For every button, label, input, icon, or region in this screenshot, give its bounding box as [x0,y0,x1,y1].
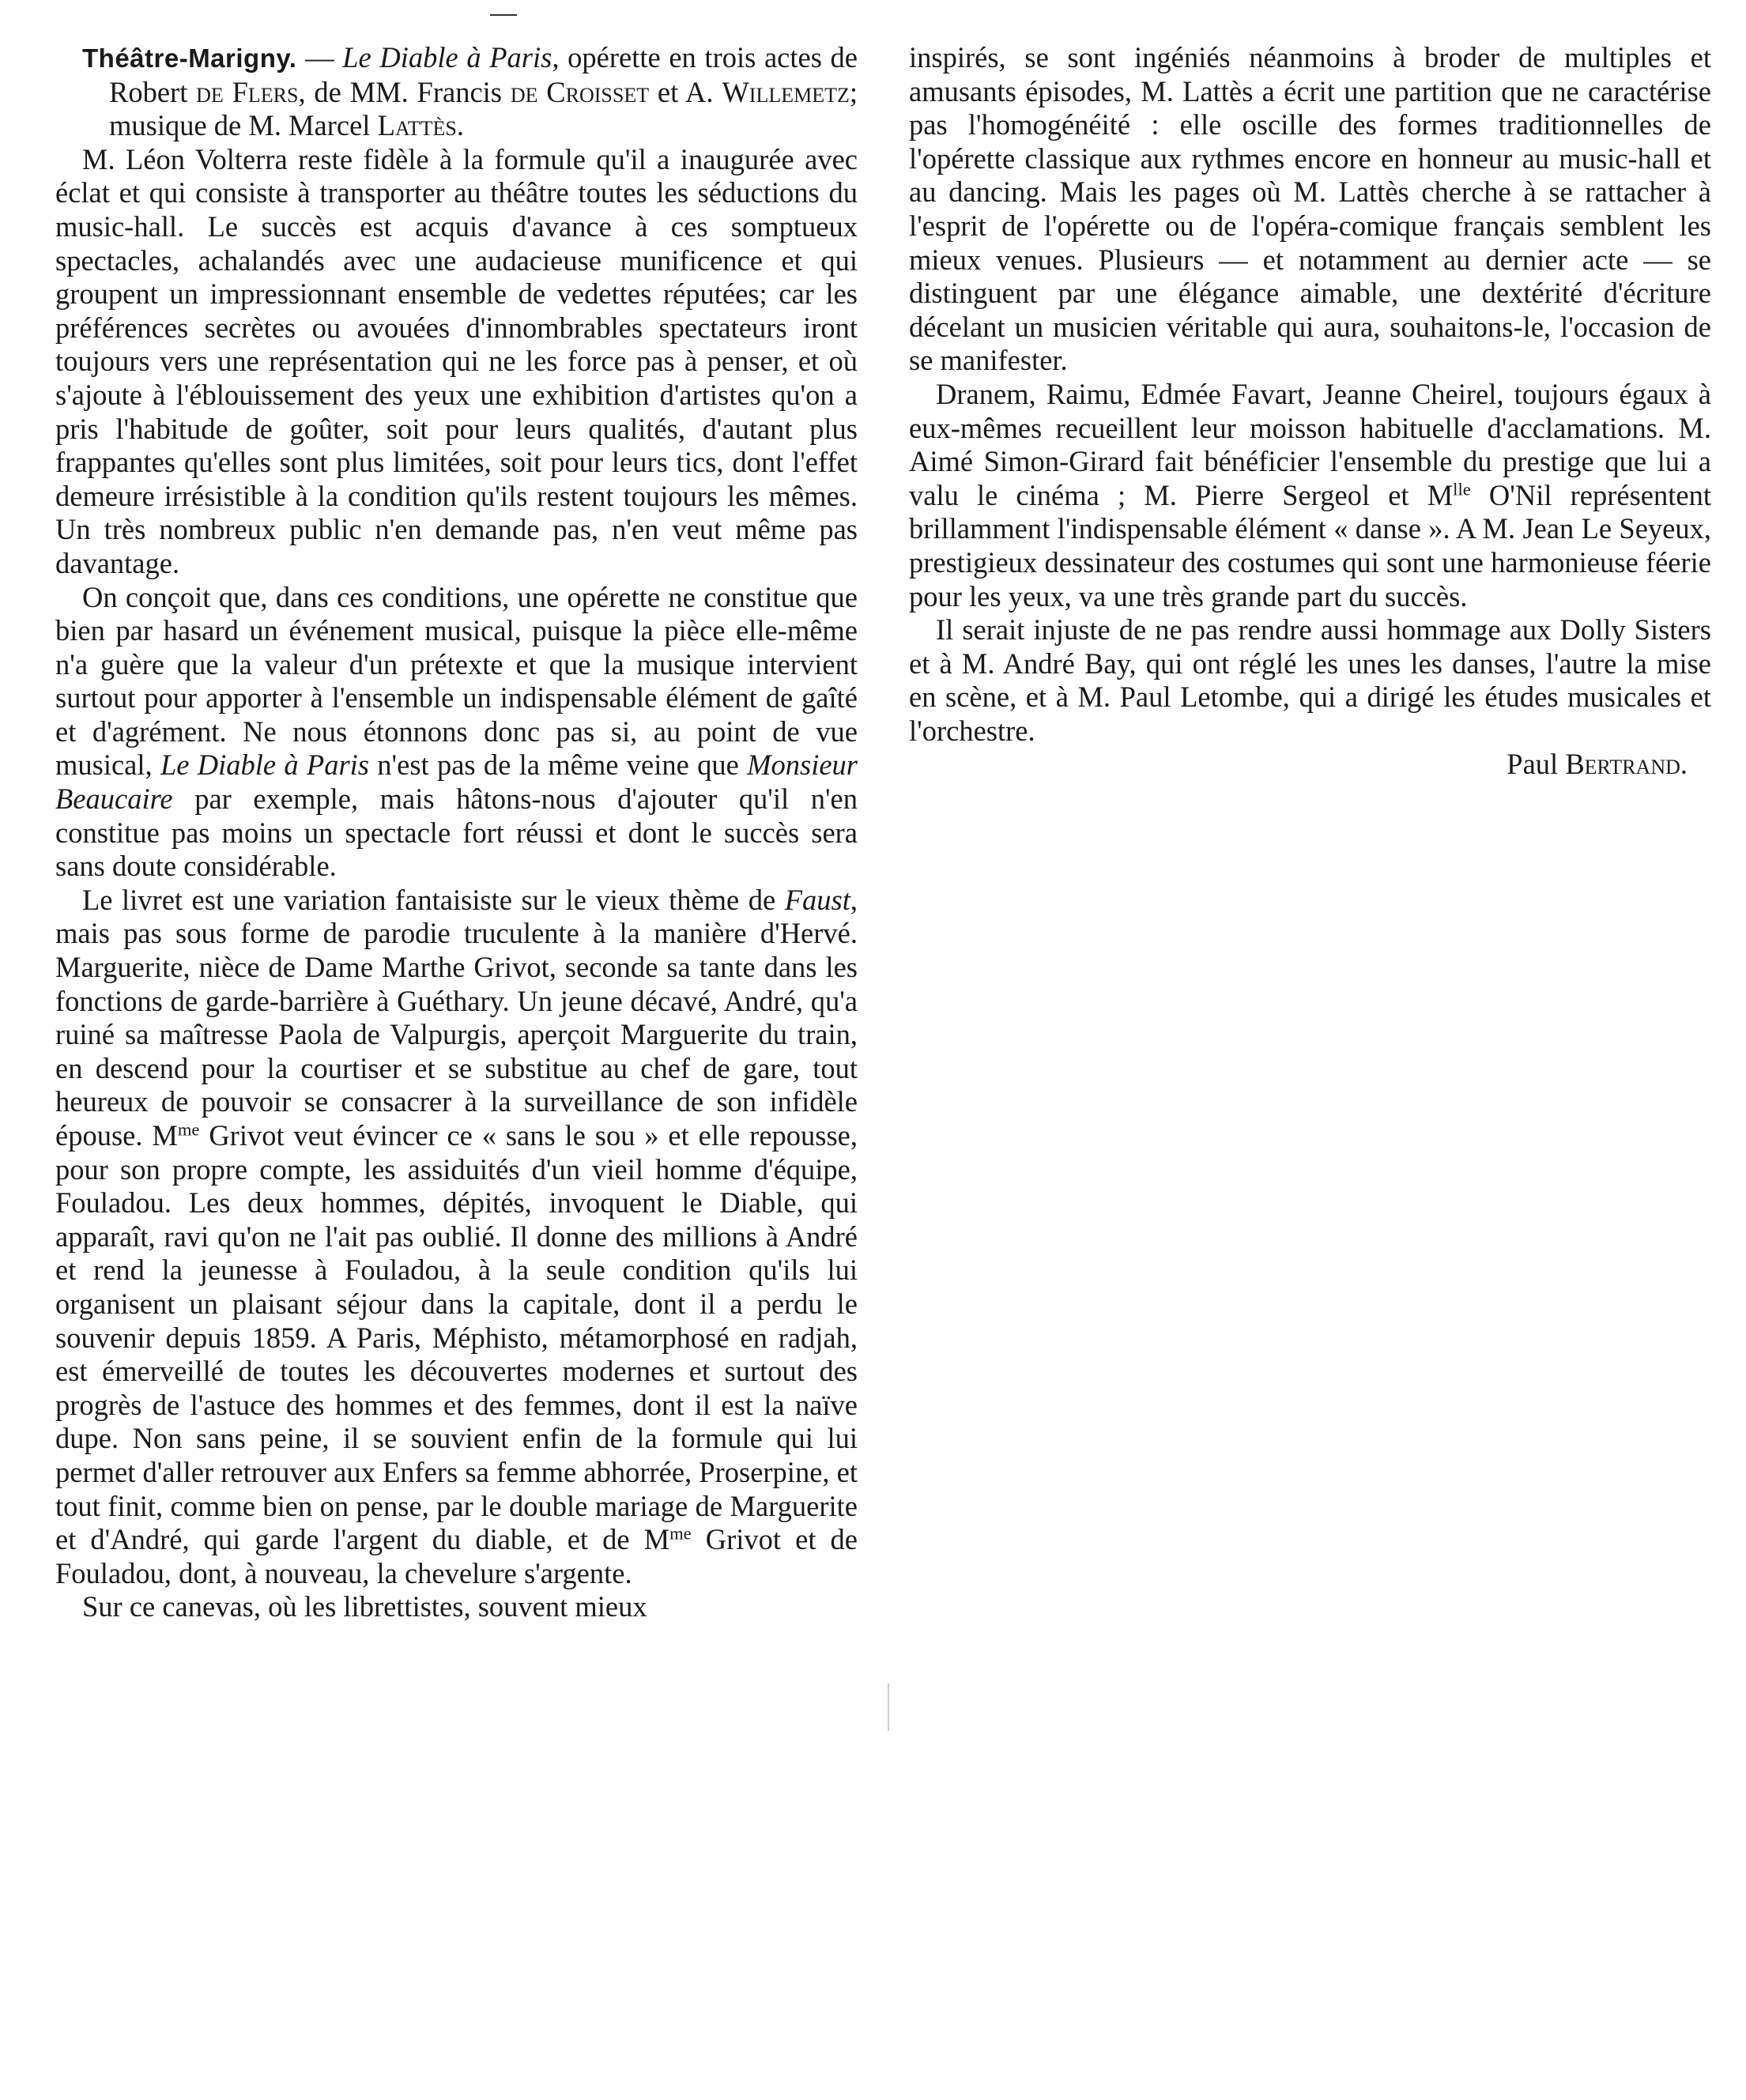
title-beaucaire: Monsieur Beaucaire [55,748,858,816]
title-diable: Le Diable à Paris [160,748,370,782]
heading-dash: — [296,41,343,74]
header-rule [490,14,517,16]
right-column [909,41,1711,782]
author-croisset: de Croisset [510,75,650,108]
left-column [55,41,858,1624]
author-willemetz: Willemetz [722,75,850,108]
title-faust: Faust [784,883,850,916]
play-title: Le Diable à Paris, [342,41,560,74]
author-signature: Paul Bertrand. [1507,748,1688,781]
composer-lattes: Lattès [377,109,457,142]
paragraph-interpretes: Dranem, Raimu, Edmée Favart, Jeanne Cheirel, toujours égaux à eux-mêmes recueillent leur moisson habituelle d'acclamations. M. Aimé Simon-Girard fait bénéficier l'ensemble du prestige que lui a valu le cinéma ; M. Pierre Sergeol et $M^{lle}$ O'Nil représentent brillamment l'indispensable élément « danse ». A M. Jean Le Seyeux, prestigieux dessinateur des costumes qui sont une harmonieuse féerie pour les yeux, va une très grande part du succès. [909,377,1711,613]
paragraph-volterra: M. Léon Volterra reste fidèle à la formule qu'il a inaugurée avec éclat et qui consiste à transporter au théâtre toutes les séductions du music-hall. Le succès est acquis d'avance à ces somptueux spectacles, achalandés avec une audacieuse munificence et qui groupent un impressionnant ensemble de vedettes réputées; car les préférences secrètes ou avouées d'innombrables spectateurs iront toujours vers une représentation qui ne les force pas à penser, et où s'ajoute à l'éblouissement des yeux une exhibition d'artistes qu'on a pris l'habitude de goûter, soit pour leurs qualités, d'autant plus frappantes qu'elles sont plus limitées, soit pour leurs tics, dont l'effet demeure irrésistible à la condition qu'ils restent toujours les mêmes. Un très nombreux public n'en demande pas, n'en veut même pas davantage. [55,142,858,579]
author-flers: de Flers [196,75,299,108]
paragraph-canevas-continued: inspirés, se sont ingéniés néanmoins à broder de multiples et amusants épisodes, M. Lattès a écrit une partition que ne caractérise pas l'homogénéité : elle oscille des formes traditionnelles de l'opérette classique aux rythmes encore en honneur au music-hall et au dancing. Mais les pages où M. Lattès cherche à se rattacher à l'esprit de l'opérette ou de l'opéra-comique français semblent les mieux venues. Plusieurs — et notamment au dernier acte — se distinguent par une élégance aimable, une dextérité d'écriture décelant un musicien véritable qui aura, souhaitons-le, l'occasion de se manifester. [909,41,1711,377]
paragraph-livret: Le livret est une variation fantaisiste sur le vieux thème de Faust, mais pas sous forme de parodie truculente à la manière d'Hervé. Marguerite, nièce de Dame Marthe Grivot, seconde sa tante dans les fonctions de garde-barrière à Guéthary. Un jeune décavé, André, qu'a ruiné sa maîtresse Paola de Valpurgis, aperçoit Marguerite du train, en descend pour la courtiser et se substitue au chef de gare, tout heureux de pouvoir se consacrer à la surveillance de son infidèle épouse. $M^{me}$ Grivot veut évincer ce « sans le sou » et elle repousse, pour son propre compte, les assiduités d'un vieil homme d'équipe, Fouladou. Les deux hommes, dépités, invoquent le Diable, qui apparaît, ravi qu'on ne l'ait pas oublié. Il donne des millions à André et rend la jeunesse à Fouladou, à la seule condition qu'ils lui organisent un plaisant séjour dans la capitale, dont il a perdu le souvenir depuis 1859. A Paris, Méphisto, métamorphosé en radjah, est émerveillé de toutes les découvertes modernes et surtout des progrès de l'astuce des hommes et des femmes, dont il est la naïve dupe. Non sans peine, il se souvient enfin de la formule qui lui permet d'aller retrouver aux Enfers sa femme abhorrée, Proserpine, et tout finit, comme bien on pense, par le double mariage de Marguerite et d'André, qui garde l'argent du diable, et de $M^{me}$ Grivot et de Fouladou, dont, à nouveau, la chevelure s'argente. [55,883,858,1589]
review-heading: Théâtre-Marigny. — Le Diable à Paris, opérette en trois actes de Robert de Flers, de MM. Francis de Croisset et A. Willemetz; musique de M. Marcel Lattès. [82,41,858,142]
paragraph-canevas-start: Sur ce canevas, où les librettistes, souvent mieux [82,1590,647,1623]
paragraph-hommage: Il serait injuste de ne pas rendre aussi hommage aux Dolly Sisters et à M. André Bay, qui ont réglé les unes les danses, l'autre la mise en scène, et à M. Paul Letombe, qui a dirigé les études musicales et l'orchestre. [909,613,1711,747]
venue-name: Théâtre-Marigny. [82,43,297,73]
paragraph-operette: On conçoit que, dans ces conditions, une opérette ne constitue que bien par hasard un événement musical, puisque la pièce elle-même n'a guère que la valeur d'un prétexte et que la musique intervient surtout pour apporter à l'ensemble un indispensable élément de gaîté et d'agrément. Ne nous étonnons donc pas si, au point de vue musical, Le Diable à Paris n'est pas de la même veine que Monsieur Beaucaire par exemple, mais hâtons-nous d'ajouter qu'il n'en constitue pas moins un spectacle fort réussi et dont le succès sera sans doute considérable. [55,580,858,883]
column-divider [888,1683,889,1731]
